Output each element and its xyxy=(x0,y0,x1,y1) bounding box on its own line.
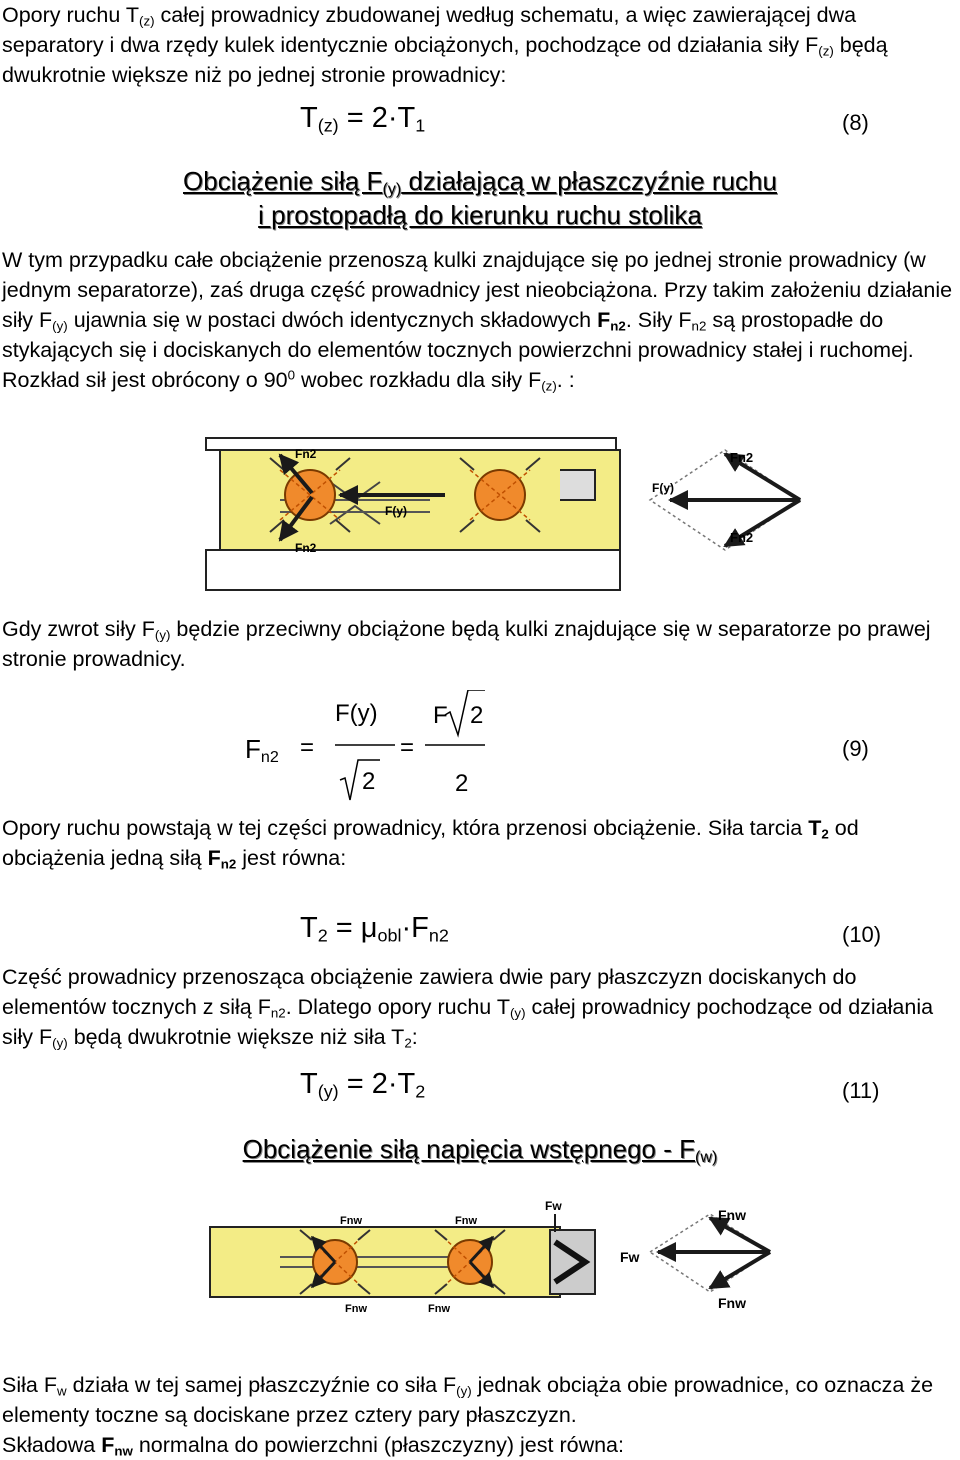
equation-11-number: (11) xyxy=(842,1078,880,1103)
paragraph-fy-load: W tym przypadku całe obciążenie przenoszą kulki znajdujące się po jednej stronie prowadnicy (w jednym separatorze), zaś druga część prowadnicy jest nieobciążona. Przy takim założeniu działanie siły $F_{(y)}$ ujawnia się w postaci dwóch identycznych składowych $F_{n2}$. Siły $F_{n2}$ są prostopadłe do stykających się i dociskanych do elementów tocznych powierzchni prowadnicy stałej i ruchomej. Rozkład sił jest obrócony o $90^0$ wobec rozkładu dla siły $F_{(z)}$. : xyxy=(2,248,953,394)
label-fnw-br: Fnw xyxy=(428,1303,450,1315)
paragraph-reverse-direction: Gdy zwrot siły $F_{(y)}$ będzie przeciwny obciążone będą kulki znajdujące się w separatorze po prawej stronie prowadnicy. xyxy=(2,617,931,671)
equation-10-number: (10) xyxy=(842,922,882,947)
equation-10: $T_2 = \mu_{obl}\cdot F_{n2}$ xyxy=(300,912,449,946)
ball-right xyxy=(475,470,525,520)
paragraph-fw-load: Siła $F_w$ działa w tej samej płaszczyźnie co siła $F_{(y)}$ jednak obciąża obie prowadnice, co oznacza że elementy toczne są dociskane przez cztery pary płaszczyzn. Składowa $F_{nw}$ normalna do powierzchni (płaszczyzny) jest równa: xyxy=(2,1373,934,1459)
label-fn2-bottom: Fn2 xyxy=(295,541,317,555)
label-fnw-tl: Fnw xyxy=(340,1215,362,1227)
label-fnw-tr: Fnw xyxy=(455,1215,477,1227)
label-right-fnw-top: Fnw xyxy=(718,1207,746,1223)
equation-9: $F_{n2}$ = F(y) 2 = F 2 2 xyxy=(240,690,540,810)
label-fnw-bl: Fnw xyxy=(345,1303,367,1315)
equation-8: $T_{(z)} = 2\cdot T_1$ xyxy=(300,102,426,136)
guide-rail-drawing xyxy=(206,438,620,590)
label-right-fy: F(y) xyxy=(652,481,674,495)
guide-rail-drawing-2 xyxy=(210,1214,595,1297)
section-heading-fy: Obciążenie siłą $F_{(y)}$ działającą w płaszczyźnie ruchu i prostopadłą do kierunku ruchu stolika xyxy=(183,166,777,230)
label-right-fn2-top: Fn2 xyxy=(730,450,754,465)
ball-left xyxy=(285,470,335,520)
paragraph-friction-t2: Opory ruchu powstają w tej części prowadnicy, która przenosi obciążenie. Siła tarcia $T_2$ od obciążenia jedną siłą $F_{n2}$ jest równa: xyxy=(2,816,859,872)
label-right-fw: Fw xyxy=(620,1249,640,1265)
equation-8-number: (8) xyxy=(842,110,869,135)
label-right-fn2-bottom: Fn2 xyxy=(730,530,754,545)
label-right-fnw-bottom: Fnw xyxy=(718,1295,746,1311)
label-fw-top: Fw xyxy=(545,1199,562,1213)
figure-fy-distribution xyxy=(200,430,900,600)
force-diagram-fy xyxy=(650,450,800,550)
label-fy: F(y) xyxy=(385,504,407,518)
label-fn2-top: Fn2 xyxy=(295,447,317,461)
figure-fw-distribution xyxy=(200,1192,900,1352)
paragraph-double-resistance: Część prowadnicy przenosząca obciążenie zawiera dwie pary płaszczyzn dociskanych do elementów tocznych z siłą $F_{n2}$. Dlatego opory ruchu $T_{(y)}$ całej prowadnicy pochodzące od działania siły $F_{(y)}$ będą dwukrotnie większe niż siła $T_2$: xyxy=(2,965,934,1051)
equation-11: $T_{(y)} = 2\cdot T_2$ xyxy=(300,1068,426,1102)
force-diagram-fw xyxy=(650,1214,770,1292)
section-heading-fw: Obciążenie siłą napięcia wstępnego - $F_{(w)}$ xyxy=(242,1134,718,1167)
paragraph-intro: Opory ruchu $T_{(z)}$ całej prowadnicy zbudowanej według schematu, a więc zawierającej dwa separatory i dwa rzędy kulek identycznie obciążonych, pochodzące od działania siły $F_{(z)}$ będą dwukrotnie większe niż po jednej stronie prowadnicy: xyxy=(2,3,888,87)
equation-9-number: (9) xyxy=(842,736,869,761)
